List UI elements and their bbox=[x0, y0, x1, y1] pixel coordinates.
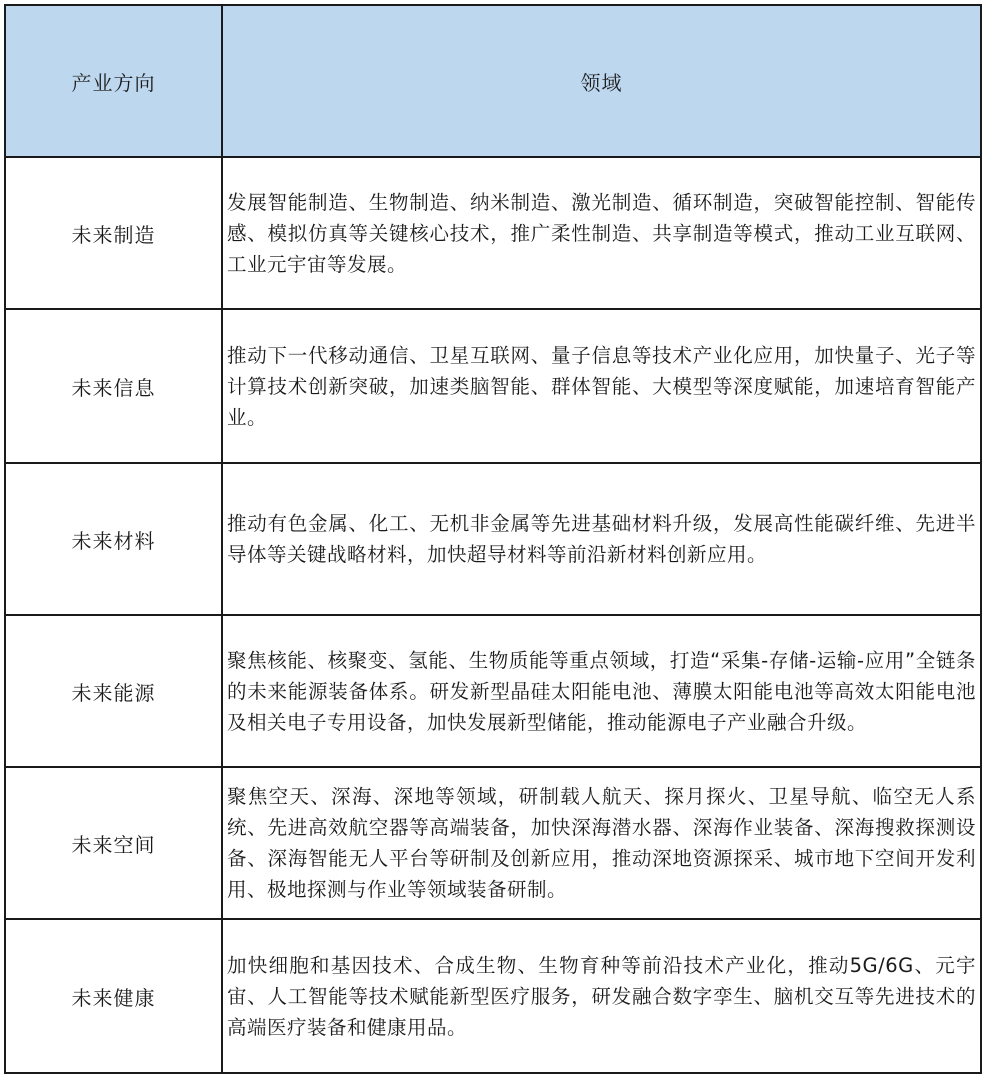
table-row bbox=[5, 309, 981, 463]
table-row bbox=[5, 767, 981, 919]
industry-table-container bbox=[4, 4, 980, 1068]
row-field-cell: 加快细胞和基因技术、合成生物、生物育种等前沿技术产业化，推动5G/6G、元宇宙、人工智能等技术赋能新型医疗服务，研发融合数字孪生、脑机交互等先进技术的高端医疗装备和健康用品。 bbox=[222, 919, 981, 1073]
row-direction-cell: 未来信息 bbox=[5, 309, 222, 463]
row-direction-cell: 未来能源 bbox=[5, 615, 222, 767]
row-field-cell: 推动下一代移动通信、卫星互联网、量子信息等技术产业化应用，加快量子、光子等计算技术创新突破，加速类脑智能、群体智能、大模型等深度赋能，加速培育智能产业。 bbox=[222, 309, 981, 463]
table-row bbox=[5, 919, 981, 1073]
row-direction-cell: 未来材料 bbox=[5, 463, 222, 615]
row-field-cell: 聚焦空天、深海、深地等领域，研制载人航天、探月探火、卫星导航、临空无人系统、先进高效航空器等高端装备，加快深海潜水器、深海作业装备、深海搜救探测设备、深海智能无人平台等研制及创新应用，推动深地资源探采、城市地下空间开发利用、极地探测与作业等领域装备研制。 bbox=[222, 767, 981, 919]
row-direction-cell: 未来健康 bbox=[5, 919, 222, 1073]
row-field-cell: 发展智能制造、生物制造、纳米制造、激光制造、循环制造，突破智能控制、智能传感、模拟仿真等关键核心技术，推广柔性制造、共享制造等模式，推动工业互联网、工业元宇宙等发展。 bbox=[222, 157, 981, 309]
table-row bbox=[5, 463, 981, 615]
table-header-row bbox=[5, 5, 981, 157]
header-field: 领域 bbox=[222, 5, 981, 157]
table-row bbox=[5, 615, 981, 767]
row-field-cell: 聚焦核能、核聚变、氢能、生物质能等重点领域，打造“采集-存储-运输-应用”全链条的未来能源装备体系。研发新型晶硅太阳能电池、薄膜太阳能电池等高效太阳能电池及相关电子专用设备，加快发展新型储能，推动能源电子产业融合升级。 bbox=[222, 615, 981, 767]
row-direction-cell: 未来空间 bbox=[5, 767, 222, 919]
header-industry-direction: 产业方向 bbox=[5, 5, 222, 157]
industry-direction-table bbox=[4, 4, 982, 1074]
row-field-cell: 推动有色金属、化工、无机非金属等先进基础材料升级，发展高性能碳纤维、先进半导体等关键战略材料，加快超导材料等前沿新材料创新应用。 bbox=[222, 463, 981, 615]
row-direction-cell: 未来制造 bbox=[5, 157, 222, 309]
table-row bbox=[5, 157, 981, 309]
